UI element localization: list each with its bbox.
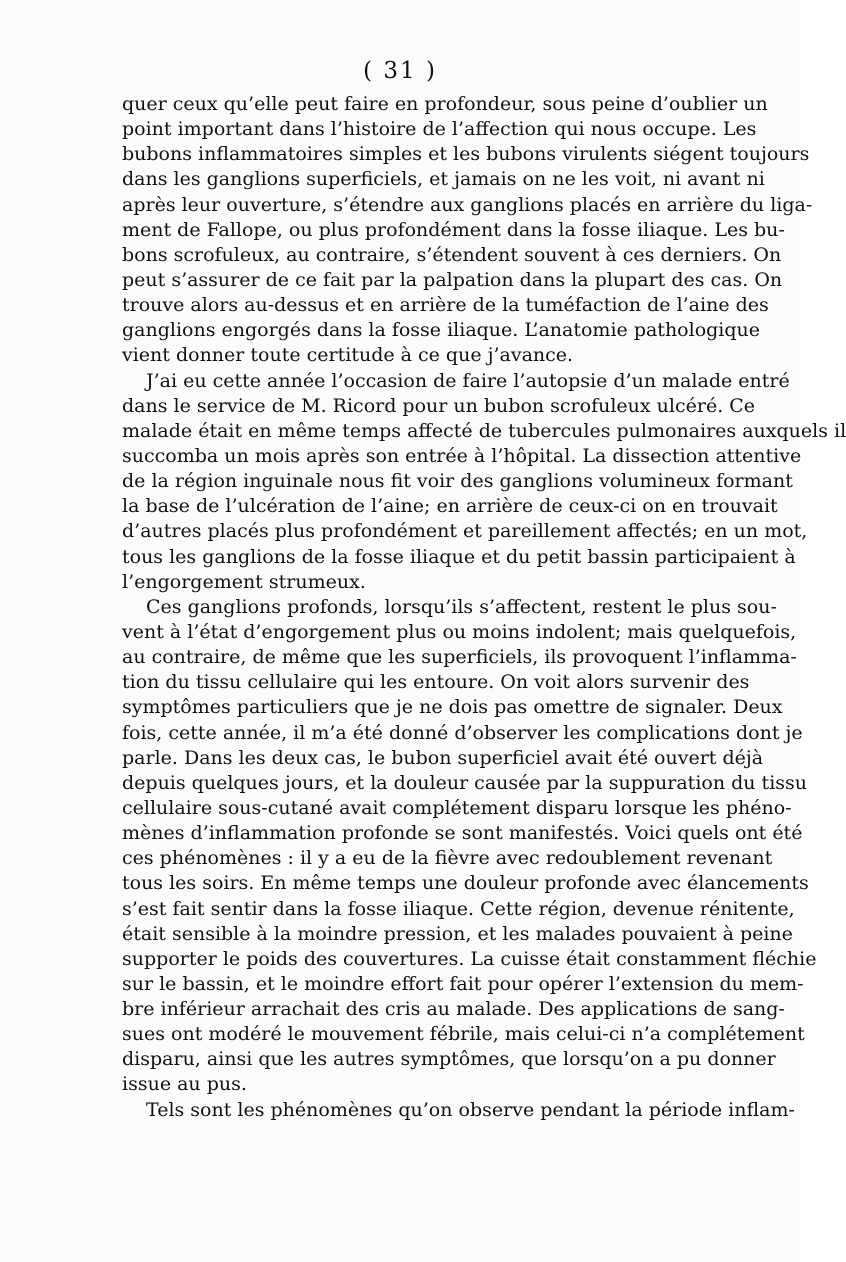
text-line: disparu, ainsi que les autres symptômes, que lorsqu’on a pu donner xyxy=(122,1048,776,1071)
text-line: dans les ganglions superficiels, et jamais on ne les voit, ni avant ni xyxy=(122,168,765,191)
text-line: bubons inflammatoires simples et les bubons virulents siégent toujours xyxy=(122,143,810,166)
text-line: malade était en même temps affecté de tubercules pulmonaires auxquels il xyxy=(122,419,846,442)
text-line: ces phénomènes : il y a eu de la fièvre avec redoublement revenant xyxy=(122,847,773,870)
text-line: parle. Dans les deux cas, le bubon superficiel avait été ouvert déjà xyxy=(122,746,764,769)
text-line: peut s’assurer de ce fait par la palpation dans la plupart des cas. On xyxy=(122,268,783,291)
text-line: vent à l’état d’engorgement plus ou moins indolent; mais quelquefois, xyxy=(122,620,797,643)
text-line: Ces ganglions profonds, lorsqu’ils s’affectent, restent le plus sou- xyxy=(146,595,777,618)
text-line: succomba un mois après son entrée à l’hôpital. La dissection attentive xyxy=(122,444,802,467)
text-line: sues ont modéré le mouvement fébrile, mais celui-ci n’a complétement xyxy=(122,1023,805,1046)
text-line: supporter le poids des couvertures. La cuisse était constamment fléchie xyxy=(122,947,817,970)
paragraph xyxy=(122,1098,795,1123)
text-line: Tels sont les phénomènes qu’on observe pendant la période inflam- xyxy=(146,1098,795,1121)
text-line: d’autres placés plus profondément et pareillement affectés; en un mot, xyxy=(122,520,808,543)
text-line: cellulaire sous-cutané avait complétement disparu lorsque les phéno- xyxy=(122,796,792,819)
text-line: ment de Fallope, ou plus profondément dans la fosse iliaque. Les bu- xyxy=(122,218,785,241)
text-line: tous les soirs. En même temps une douleur profonde avec élancements xyxy=(122,872,809,895)
text-line: bre inférieur arrachait des cris au malade. Des applications de sang- xyxy=(122,998,785,1021)
text-line: trouve alors au-dessus et en arrière de la tuméfaction de l’aine des xyxy=(122,294,769,317)
text-line: la base de l’ulcération de l’aine; en arrière de ceux-ci on en trouvait xyxy=(122,495,778,518)
text-line: quer ceux qu’elle peut faire en profondeur, sous peine d’oublier un xyxy=(122,93,768,115)
body-text xyxy=(122,92,846,1123)
text-line: après leur ouverture, s’étendre aux ganglions placés en arrière du liga- xyxy=(122,193,813,216)
text-line: bons scrofuleux, au contraire, s’étendent souvent à ces derniers. On xyxy=(122,243,782,266)
text-line: issue au pus. xyxy=(122,1073,247,1096)
paragraph xyxy=(122,92,813,369)
text-line: était sensible à la moindre pression, et les malades pouvaient à peine xyxy=(122,922,793,945)
text-line: vient donner toute certitude à ce que j’avance. xyxy=(122,344,574,367)
text-line: J’ai eu cette année l’occasion de faire l’autopsie d’un malade entré xyxy=(146,369,790,392)
text-line: l’engorgement strumeux. xyxy=(122,570,366,593)
text-line: symptômes particuliers que je ne dois pas omettre de signaler. Deux xyxy=(122,696,783,719)
paragraph xyxy=(122,369,846,595)
text-line: mènes d’inflammation profonde se sont manifestés. Voici quels ont été xyxy=(122,822,803,845)
page-number: ( 31 ) xyxy=(363,58,437,84)
text-line: de la région inguinale nous fit voir des ganglions volumineux formant xyxy=(122,470,793,493)
text-line: dans le service de M. Ricord pour un bubon scrofuleux ulcéré. Ce xyxy=(122,394,756,417)
paragraph xyxy=(122,595,817,1098)
text-line: s’est fait sentir dans la fosse iliaque. Cette région, devenue rénitente, xyxy=(122,897,795,920)
text-line: sur le bassin, et le moindre effort fait pour opérer l’extension du mem- xyxy=(122,972,804,995)
text-line: depuis quelques jours, et la douleur causée par la suppuration du tissu xyxy=(122,771,808,794)
text-line: point important dans l’histoire de l’affection qui nous occupe. Les xyxy=(122,118,757,141)
text-line: tion du tissu cellulaire qui les entoure. On voit alors survenir des xyxy=(122,671,750,694)
text-line: ganglions engorgés dans la fosse iliaque. L’anatomie pathologique xyxy=(122,319,761,342)
text-line: fois, cette année, il m’a été donné d’observer les complications dont je xyxy=(122,721,803,744)
text-line: au contraire, de même que les superficiels, ils provoquent l’inflamma- xyxy=(122,646,797,669)
text-line: tous les ganglions de la fosse iliaque et du petit bassin participaient à xyxy=(122,545,796,568)
